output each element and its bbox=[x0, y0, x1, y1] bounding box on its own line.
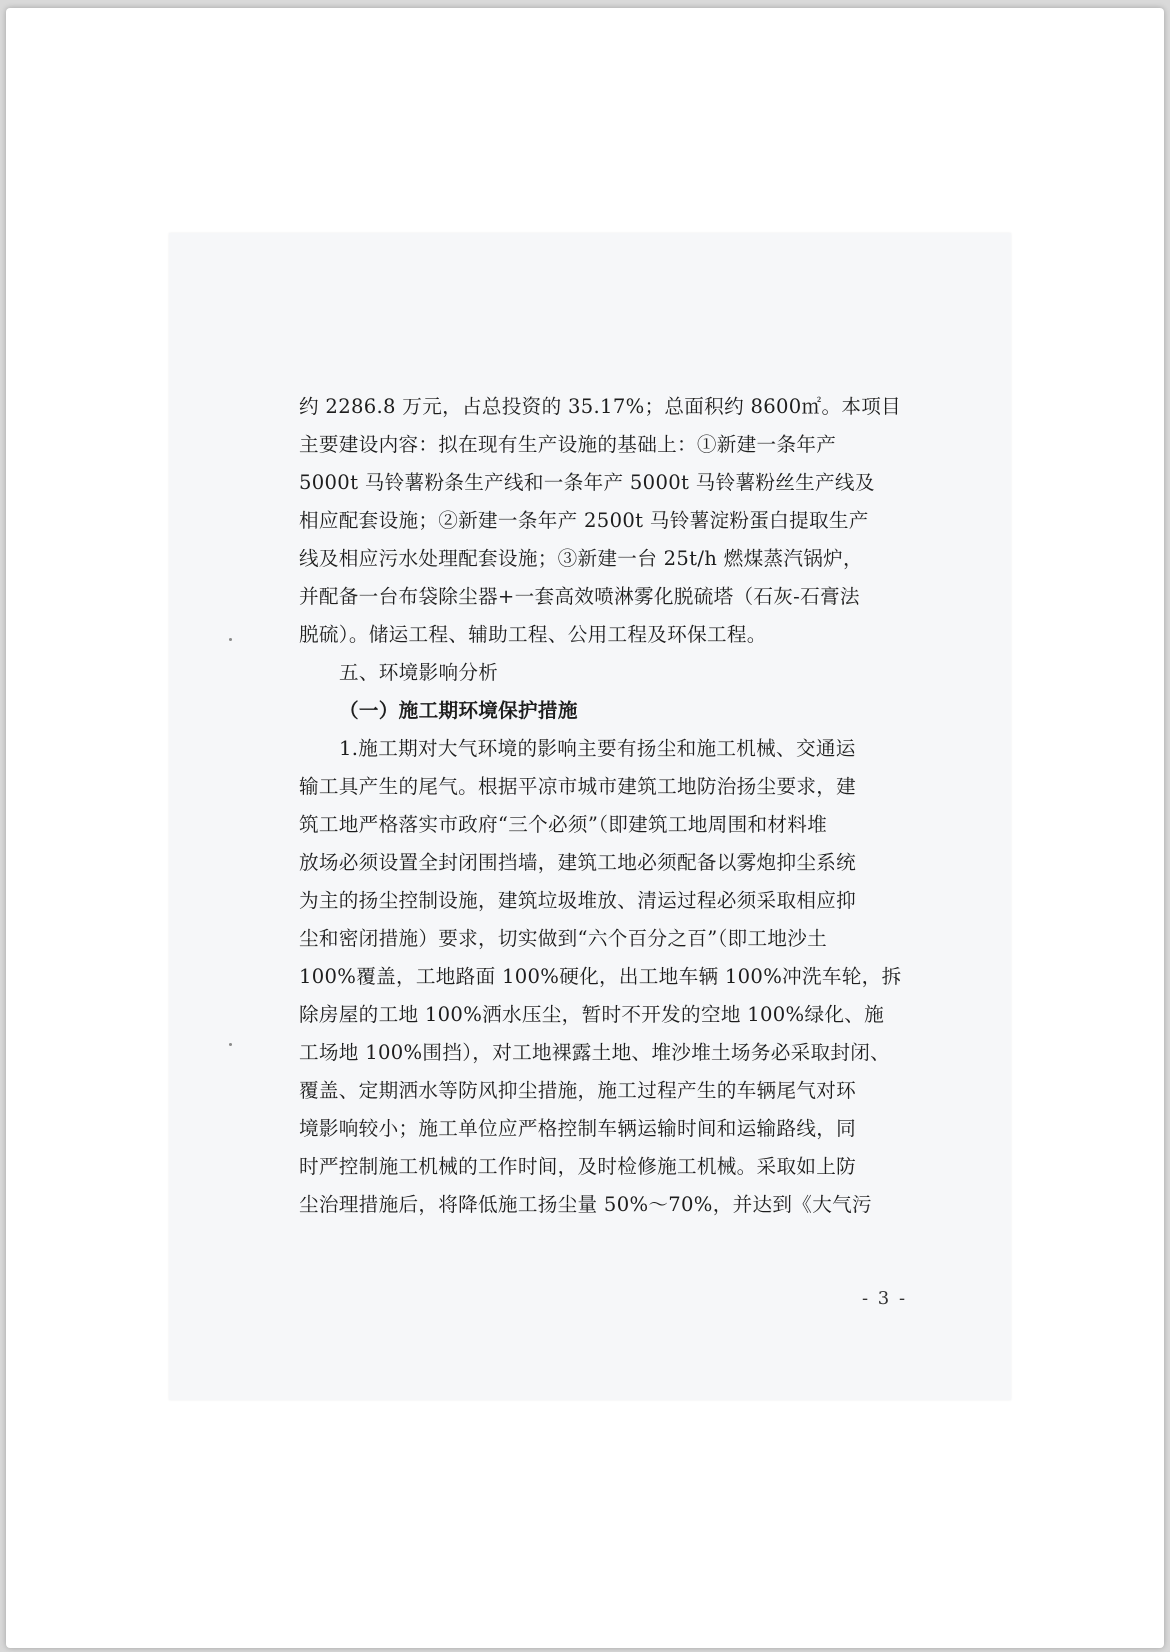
paragraph-line: 时严控制施工机械的工作时间，及时检修施工机械。采取如上防 bbox=[299, 1155, 857, 1178]
paragraph-line: 覆盖、定期洒水等防风抑尘措施，施工过程产生的车辆尾气对环 bbox=[299, 1079, 857, 1102]
paragraph-line: 1.施工期对大气环境的影响主要有扬尘和施工机械、交通运 bbox=[339, 737, 856, 760]
paragraph-line: 境影响较小；施工单位应严格控制车辆运输时间和运输路线，同 bbox=[299, 1117, 857, 1140]
text-line: 主要建设内容：拟在现有生产设施的基础上：①新建一条年产 bbox=[299, 433, 837, 456]
paragraph-line: 为主的扬尘控制设施，建筑垃圾堆放、清运过程必须采取相应抑 bbox=[299, 889, 857, 912]
paragraph-line: 100%覆盖，工地路面 100%硬化，出工地车辆 100%冲洗车轮，拆 bbox=[299, 965, 902, 988]
text-line: 脱硫）。储运工程、辅助工程、公用工程及环保工程。 bbox=[299, 623, 767, 646]
subsection-heading: （一）施工期环境保护措施 bbox=[339, 699, 578, 722]
paragraph-line: 尘治理措施后，将降低施工扬尘量 50%～70%，并达到《大气污 bbox=[299, 1193, 872, 1216]
text-line: 线及相应污水处理配套设施；③新建一台 25t/h 燃煤蒸汽锅炉， bbox=[299, 547, 863, 570]
paragraph-line: 尘和密闭措施）要求，切实做到“六个百分之百”（即工地沙土 bbox=[299, 927, 828, 950]
paragraph-line: 输工具产生的尾气。根据平凉市城市建筑工地防治扬尘要求，建 bbox=[299, 775, 857, 798]
paragraph-line: 筑工地严格落实市政府“三个必须”（即建筑工地周围和材料堆 bbox=[299, 813, 828, 836]
page-number: - 3 - bbox=[862, 1288, 908, 1309]
document-body bbox=[299, 388, 911, 1224]
text-line: 相应配套设施；②新建一条年产 2500t 马铃薯淀粉蛋白提取生产 bbox=[299, 509, 869, 532]
text-line: 5000t 马铃薯粉条生产线和一条年产 5000t 马铃薯粉丝生产线及 bbox=[299, 471, 875, 494]
scan-speck bbox=[229, 638, 232, 641]
text-line: 并配备一台布袋除尘器+一套高效喷淋雾化脱硫塔（石灰-石膏法 bbox=[299, 585, 860, 608]
viewer-frame bbox=[6, 8, 1164, 1648]
paragraph-line: 放场必须设置全封闭围挡墙，建筑工地必须配备以雾炮抑尘系统 bbox=[299, 851, 857, 874]
paragraph-line: 除房屋的工地 100%洒水压尘，暂时不开发的空地 100%绿化、施 bbox=[299, 1003, 885, 1026]
section-heading: 五、环境影响分析 bbox=[339, 661, 499, 684]
paragraph-line: 工场地 100%围挡），对工地裸露土地、堆沙堆土场务必采取封闭、 bbox=[299, 1041, 891, 1064]
text-line: 约 2286.8 万元，占总投资的 35.17%；总面积约 8600㎡。本项目 bbox=[299, 395, 902, 418]
scan-speck bbox=[229, 1043, 232, 1046]
